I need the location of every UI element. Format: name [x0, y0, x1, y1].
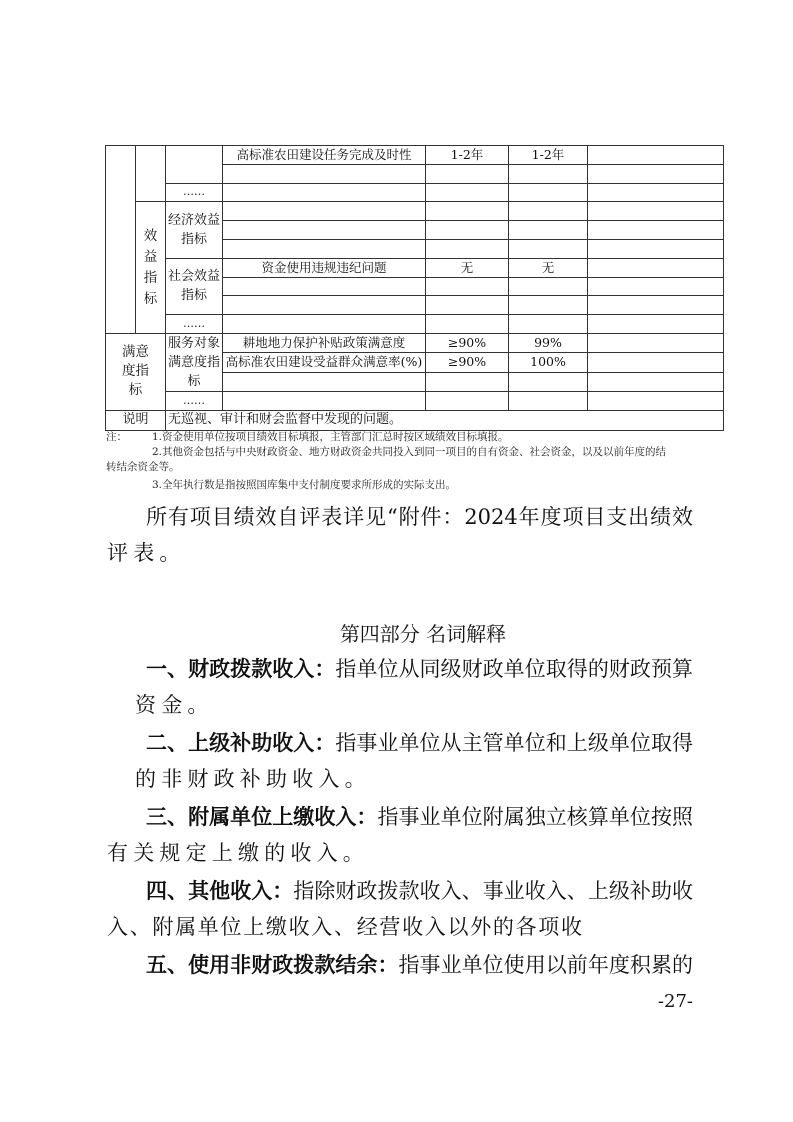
section-heading: 第四部分 名词解释	[339, 622, 507, 646]
indicator-name: 资金使用违规违纪问题	[223, 258, 426, 277]
target-value: 1-2年	[426, 146, 509, 165]
actual-value: 99%	[509, 333, 588, 352]
ellipsis: ……	[166, 391, 223, 410]
term-4: 四、其他收入：指除财政拨款收入、事业收入、上级补助收	[146, 879, 693, 903]
table-note-row	[106, 410, 724, 430]
target-value: 无	[426, 258, 509, 277]
table-row	[106, 333, 724, 352]
term-label: 一、财政拨款收入：	[146, 657, 336, 681]
indicator-type-cell	[166, 146, 223, 184]
economic-benefit-label: 经济效益指标	[166, 202, 223, 258]
table-row	[106, 202, 724, 221]
term-label: 五、使用非财政拨款结余：	[146, 953, 399, 977]
term-label: 三、附属单位上缴收入：	[146, 805, 378, 829]
term-2-cont: 的非财政补助收入。	[135, 767, 371, 791]
indicator-name: 高标准农田建设受益群众满意率(%)	[223, 353, 426, 372]
term-1: 一、财政拨款收入：指单位从同级财政单位取得的财政预算	[146, 657, 693, 681]
table-row	[106, 315, 724, 334]
term-4-cont: 入、附属单位上缴收入、经营收入以外的各项收	[107, 915, 582, 939]
ellipsis: ……	[166, 183, 223, 202]
page-number: -27-	[657, 991, 693, 1012]
satisfaction-indicator-label: 满意度指标	[106, 333, 166, 410]
performance-table	[105, 145, 724, 431]
table-row	[106, 183, 724, 202]
category-cell	[106, 146, 136, 334]
term-5: 五、使用非财政拨款结余：指事业单位使用以前年度积累的	[146, 953, 693, 977]
target-value: ≥90%	[426, 333, 509, 352]
term-label: 二、上级补助收入：	[146, 731, 336, 755]
term-1-cont: 资金。	[135, 693, 214, 717]
benefit-indicator-label: 效益指标	[136, 202, 166, 334]
target-value: ≥90%	[426, 353, 509, 372]
note-label: 说明	[106, 410, 166, 430]
footnote-label: 注：	[106, 431, 127, 443]
footnote-2-cont: 转结余资金等。	[106, 461, 180, 473]
table-row	[106, 391, 724, 410]
subcategory-cell	[136, 146, 166, 202]
actual-value: 无	[509, 258, 588, 277]
ellipsis: ……	[166, 315, 223, 334]
service-satisfaction-label: 服务对象满意度指标	[166, 333, 223, 391]
actual-value: 1-2年	[509, 146, 588, 165]
actual-value: 100%	[509, 353, 588, 372]
table-row	[106, 258, 724, 277]
term-label: 四、其他收入：	[146, 879, 294, 903]
term-2: 二、上级补助收入：指事业单位从主管单位和上级单位取得	[146, 731, 693, 755]
term-3-cont: 有关规定上缴的收入。	[107, 841, 369, 865]
note-text: 无巡视、审计和财会监督中发现的问题。	[166, 410, 724, 430]
footnote-3: 3.全年执行数是指按照国库集中支付制度要求所形成的实际支出。	[152, 479, 457, 491]
indicator-name: 耕地地力保护补贴政策满意度	[223, 333, 426, 352]
footnote-1: 1.资金使用单位按项目绩效目标填报，主管部门汇总时按区域绩效目标填报。	[152, 431, 509, 443]
term-3: 三、附属单位上缴收入：指事业单位附属独立核算单位按照	[146, 805, 693, 829]
indicator-name: 高标准农田建设任务完成及时性	[223, 146, 426, 165]
table-row	[106, 146, 724, 165]
remark-cell	[588, 146, 724, 165]
footnote-2: 2.其他资金包括与中央财政资金、地方财政资金共同投入到同一项目的自有资金、社会资金，以及以前年度的结	[152, 446, 667, 458]
paragraph-attachment-cont: 评表。	[107, 541, 186, 565]
social-benefit-label: 社会效益指标	[166, 258, 223, 314]
paragraph-attachment: 所有项目绩效自评表详见“附件：2024年度项目支出绩效	[146, 505, 693, 529]
